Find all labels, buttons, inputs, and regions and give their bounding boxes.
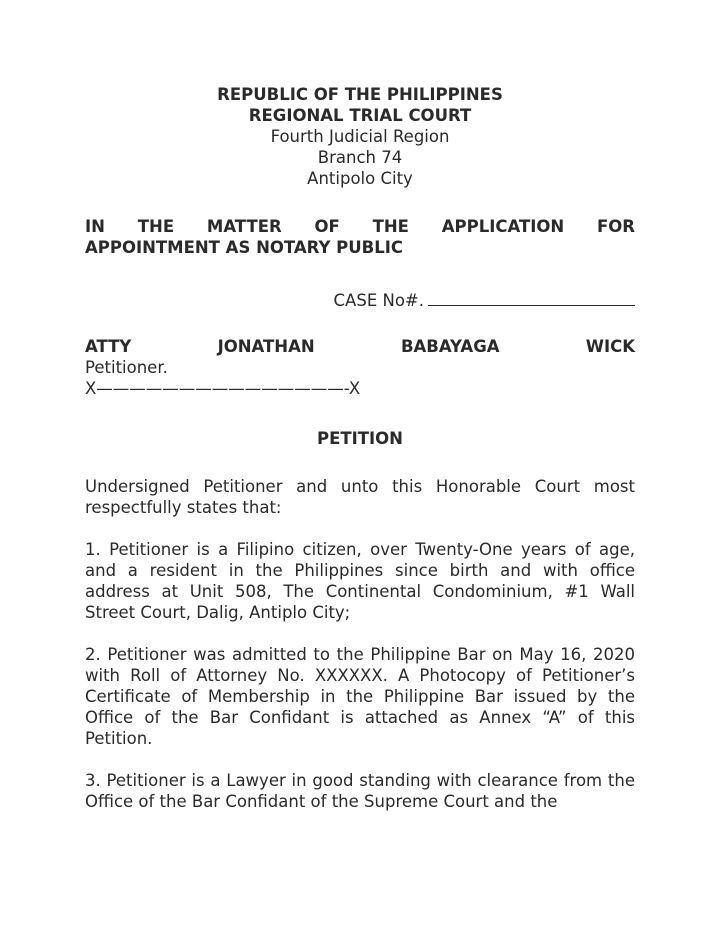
caption-title-line2: APPOINTMENT AS NOTARY PUBLIC	[85, 238, 403, 257]
paragraph-2: 2. Petitioner was admitted to the Philippine Bar on May 16, 2020 with Roll of Attorney No. XXXXXX. A Photocopy of Petitioner’s Certificate of Membership in the Philippine Bar issued by the Office of the Bar Confidant is attached as Annex “A” of this Petition.	[85, 645, 635, 748]
name-word: JONATHAN	[217, 337, 315, 356]
petitioner-role: Petitioner.	[85, 358, 168, 377]
case-number-blank	[428, 287, 635, 306]
petitioner-name	[85, 336, 635, 357]
header-region: Fourth Judicial Region	[270, 127, 450, 146]
petition-heading: PETITION	[317, 429, 403, 448]
paragraph-3: 3. Petitioner is a Lawyer in good standing with clearance from the Office of the Bar Confidant of the Supreme Court and the	[85, 771, 635, 811]
document-page	[85, 84, 635, 812]
name-word: WICK	[585, 337, 635, 356]
name-word: BABAYAGA	[400, 337, 500, 356]
header-court: REGIONAL TRIAL COURT	[248, 106, 472, 125]
intro-paragraph: Undersigned Petitioner and unto this Honorable Court most respectfully states that:	[85, 477, 635, 517]
paragraph-1: 1. Petitioner is a Filipino citizen, over Twenty-One years of age, and a resident in the Philippines since birth and with office address at Unit 508, The Continental Condominium, #1 Wall Street Court, Dalig, Antiplo City;	[85, 540, 635, 622]
header-branch: Branch 74	[317, 148, 403, 167]
header-city: Antipolo City	[307, 169, 413, 188]
caption-separator: X———————————————-X	[85, 379, 361, 398]
caption-title-line1: IN THE MATTER OF THE APPLICATION FOR	[85, 217, 635, 236]
case-number-field	[85, 287, 635, 311]
case-number-label: CASE No#.	[333, 291, 424, 310]
header-republic: REPUBLIC OF THE PHILIPPINES	[217, 85, 503, 104]
name-word: ATTY	[85, 337, 132, 356]
